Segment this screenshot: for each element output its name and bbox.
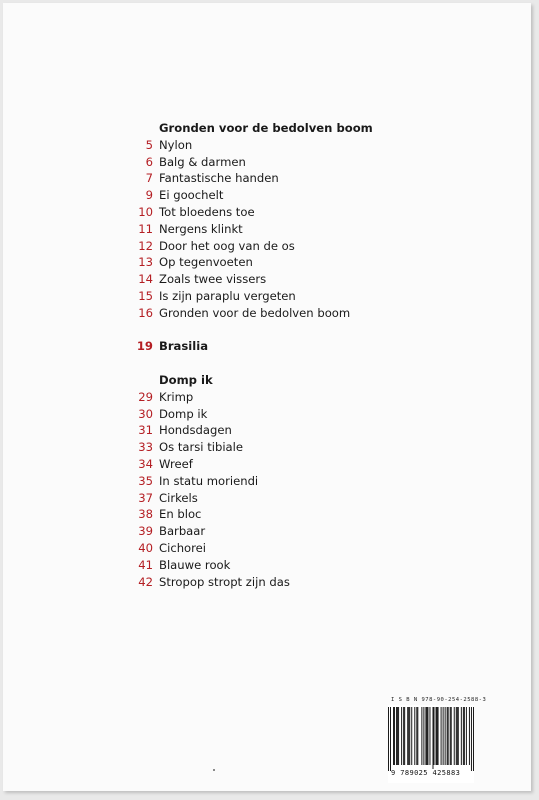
- toc-entry: [3, 238, 531, 255]
- barcode-stripe: [398, 707, 399, 765]
- toc-page-number: 31: [138, 423, 153, 438]
- barcode-stripe: [434, 707, 435, 765]
- barcode-stripe: [425, 707, 426, 765]
- toc-entry: [3, 473, 531, 490]
- toc-entry: [3, 439, 531, 456]
- toc-entry: [3, 540, 531, 557]
- toc-title: Krimp: [159, 389, 194, 404]
- barcode-stripe: [397, 707, 398, 765]
- toc-page-number: 5: [145, 137, 153, 152]
- barcode-stripe: [427, 707, 428, 765]
- toc-title: In statu moriendi: [159, 473, 259, 488]
- toc-page-number: 40: [138, 540, 153, 555]
- toc-page-number: 11: [138, 221, 153, 236]
- barcode-digits: 9 789025 425883: [391, 769, 461, 777]
- barcode-stripe: [456, 707, 457, 765]
- toc-title: Domp ik: [159, 406, 208, 421]
- toc-title: Zoals twee vissers: [159, 272, 267, 287]
- section-list: [3, 389, 531, 591]
- barcode-stripe: [390, 707, 391, 771]
- barcode-stripe: [396, 707, 397, 765]
- toc-title: Gronden voor de bedolven boom: [159, 305, 351, 320]
- toc-title: Blauwe rook: [159, 557, 231, 572]
- section-list: [3, 137, 531, 322]
- toc-entry: [3, 406, 531, 423]
- barcode-stripe: [407, 707, 408, 765]
- barcode-stripe: [401, 707, 402, 765]
- toc-entry: [3, 305, 531, 322]
- toc-page-number: 37: [138, 490, 153, 505]
- toc-title: Os tarsi tibiale: [159, 440, 244, 455]
- barcode-stripe: [414, 707, 415, 765]
- toc-page-number: 7: [145, 171, 153, 186]
- toc-page-number: 30: [138, 406, 153, 421]
- toc-page-number: 19: [136, 339, 153, 354]
- barcode-stripe: [473, 707, 474, 771]
- barcode-stripe: [436, 707, 437, 765]
- toc-entry: [3, 221, 531, 238]
- toc-title: Balg & darmen: [159, 154, 246, 169]
- barcode-stripe: [388, 707, 389, 771]
- barcode-stripe: [423, 707, 424, 765]
- toc-title: Cirkels: [159, 490, 198, 505]
- toc-entry: [3, 204, 531, 221]
- toc-title: Is zijn paraplu vergeten: [159, 288, 296, 303]
- toc-title: Cichorei: [159, 540, 206, 555]
- barcode-bars: [388, 705, 474, 771]
- toc-page-number: 13: [138, 255, 153, 270]
- toc-page-number: 41: [138, 557, 153, 572]
- toc-page-number: 34: [138, 456, 153, 471]
- toc-entry: [3, 574, 531, 591]
- toc-page-number: 12: [138, 238, 153, 253]
- section-heading-title: Gronden voor de bedolven boom: [159, 121, 373, 135]
- toc-entry: [3, 422, 531, 439]
- spacer: [3, 355, 531, 372]
- toc-page-number: 33: [138, 440, 153, 455]
- barcode-stripe: [457, 707, 458, 765]
- toc-entry: [3, 389, 531, 406]
- barcode-stripe: [408, 707, 409, 765]
- book-page: [3, 3, 531, 791]
- spacer: [3, 322, 531, 339]
- toc-title: Op tegenvoeten: [159, 255, 253, 270]
- toc-entry: [3, 456, 531, 473]
- barcode-stripe: [411, 707, 412, 765]
- toc-page-number: 38: [138, 507, 153, 522]
- barcode-stripe: [471, 707, 472, 771]
- section-heading: [3, 120, 531, 137]
- barcode-stripe: [469, 707, 470, 765]
- barcode-stripe: [450, 707, 451, 765]
- barcode-stripe: [417, 707, 418, 765]
- barcode-stripe: [416, 707, 417, 765]
- toc-title: Nylon: [159, 137, 193, 152]
- toc-page-number: 15: [138, 288, 153, 303]
- barcode-stripe: [394, 707, 395, 765]
- toc-title: Nergens klinkt: [159, 221, 243, 236]
- barcode-stripe: [404, 707, 405, 765]
- section-heading: [3, 372, 531, 389]
- toc-page-number: 29: [138, 389, 153, 404]
- barcode-stripe: [441, 707, 442, 765]
- isbn-label: I S B N 978-90-254-2588-3: [391, 697, 487, 703]
- barcode-stripe: [438, 707, 439, 765]
- toc-page-number: 42: [138, 574, 153, 589]
- barcode-stripe: [463, 707, 464, 765]
- toc-page-number: 39: [138, 524, 153, 539]
- toc-entry: [3, 254, 531, 271]
- toc-title: Tot bloedens toe: [159, 204, 255, 219]
- barcode-stripe: [393, 707, 394, 765]
- toc-page-number: 14: [138, 272, 153, 287]
- barcode-stripe: [451, 707, 452, 765]
- toc-page-number: 9: [145, 188, 153, 203]
- toc-entry: [3, 523, 531, 540]
- toc-entry: [3, 490, 531, 507]
- table-of-contents: [3, 120, 531, 590]
- toc-entry: [3, 506, 531, 523]
- barcode-stripe: [445, 707, 446, 765]
- toc-page-number: 10: [138, 204, 153, 219]
- barcode-stripe: [429, 707, 430, 765]
- toc-title: Ei goochelt: [159, 188, 224, 203]
- barcode-stripe: [464, 707, 465, 765]
- toc-entry: [3, 154, 531, 171]
- toc-title: Barbaar: [159, 524, 206, 539]
- barcode-stripe: [443, 707, 444, 765]
- barcode-stripe: [466, 707, 467, 765]
- barcode-stripe: [447, 707, 448, 765]
- toc-page-number: 6: [145, 154, 153, 169]
- toc-title: Brasilia: [159, 339, 209, 354]
- barcode-stripe: [409, 707, 410, 765]
- toc-page-number: 16: [138, 305, 153, 320]
- toc-title: Door het oog van de os: [159, 238, 295, 253]
- toc-entry: [3, 271, 531, 288]
- toc-title: Hondsdagen: [159, 423, 232, 438]
- toc-title: Wreef: [159, 456, 193, 471]
- toc-entry: [3, 557, 531, 574]
- barcode-stripe: [421, 707, 422, 765]
- toc-entry-brasilia: [3, 338, 531, 355]
- toc-page-number: 35: [138, 473, 153, 488]
- toc-title: Fantastische handen: [159, 171, 279, 186]
- barcode-stripe: [426, 707, 427, 765]
- barcode-stripe: [454, 707, 455, 765]
- barcode-stripe: [433, 707, 434, 771]
- toc-entry: [3, 137, 531, 154]
- toc-title: Stropop stropt zijn das: [159, 574, 290, 589]
- barcode-stripe: [403, 707, 404, 765]
- toc-entry: [3, 170, 531, 187]
- speck: [213, 769, 215, 771]
- section-heading-title: Domp ik: [159, 372, 213, 387]
- toc-entry: [3, 187, 531, 204]
- barcode-stripe: [448, 707, 449, 765]
- toc-entry: [3, 288, 531, 305]
- barcode-stripe: [461, 707, 462, 765]
- barcode-stripe: [437, 707, 438, 765]
- barcode-stripe: [458, 707, 459, 765]
- toc-title: En bloc: [159, 507, 202, 522]
